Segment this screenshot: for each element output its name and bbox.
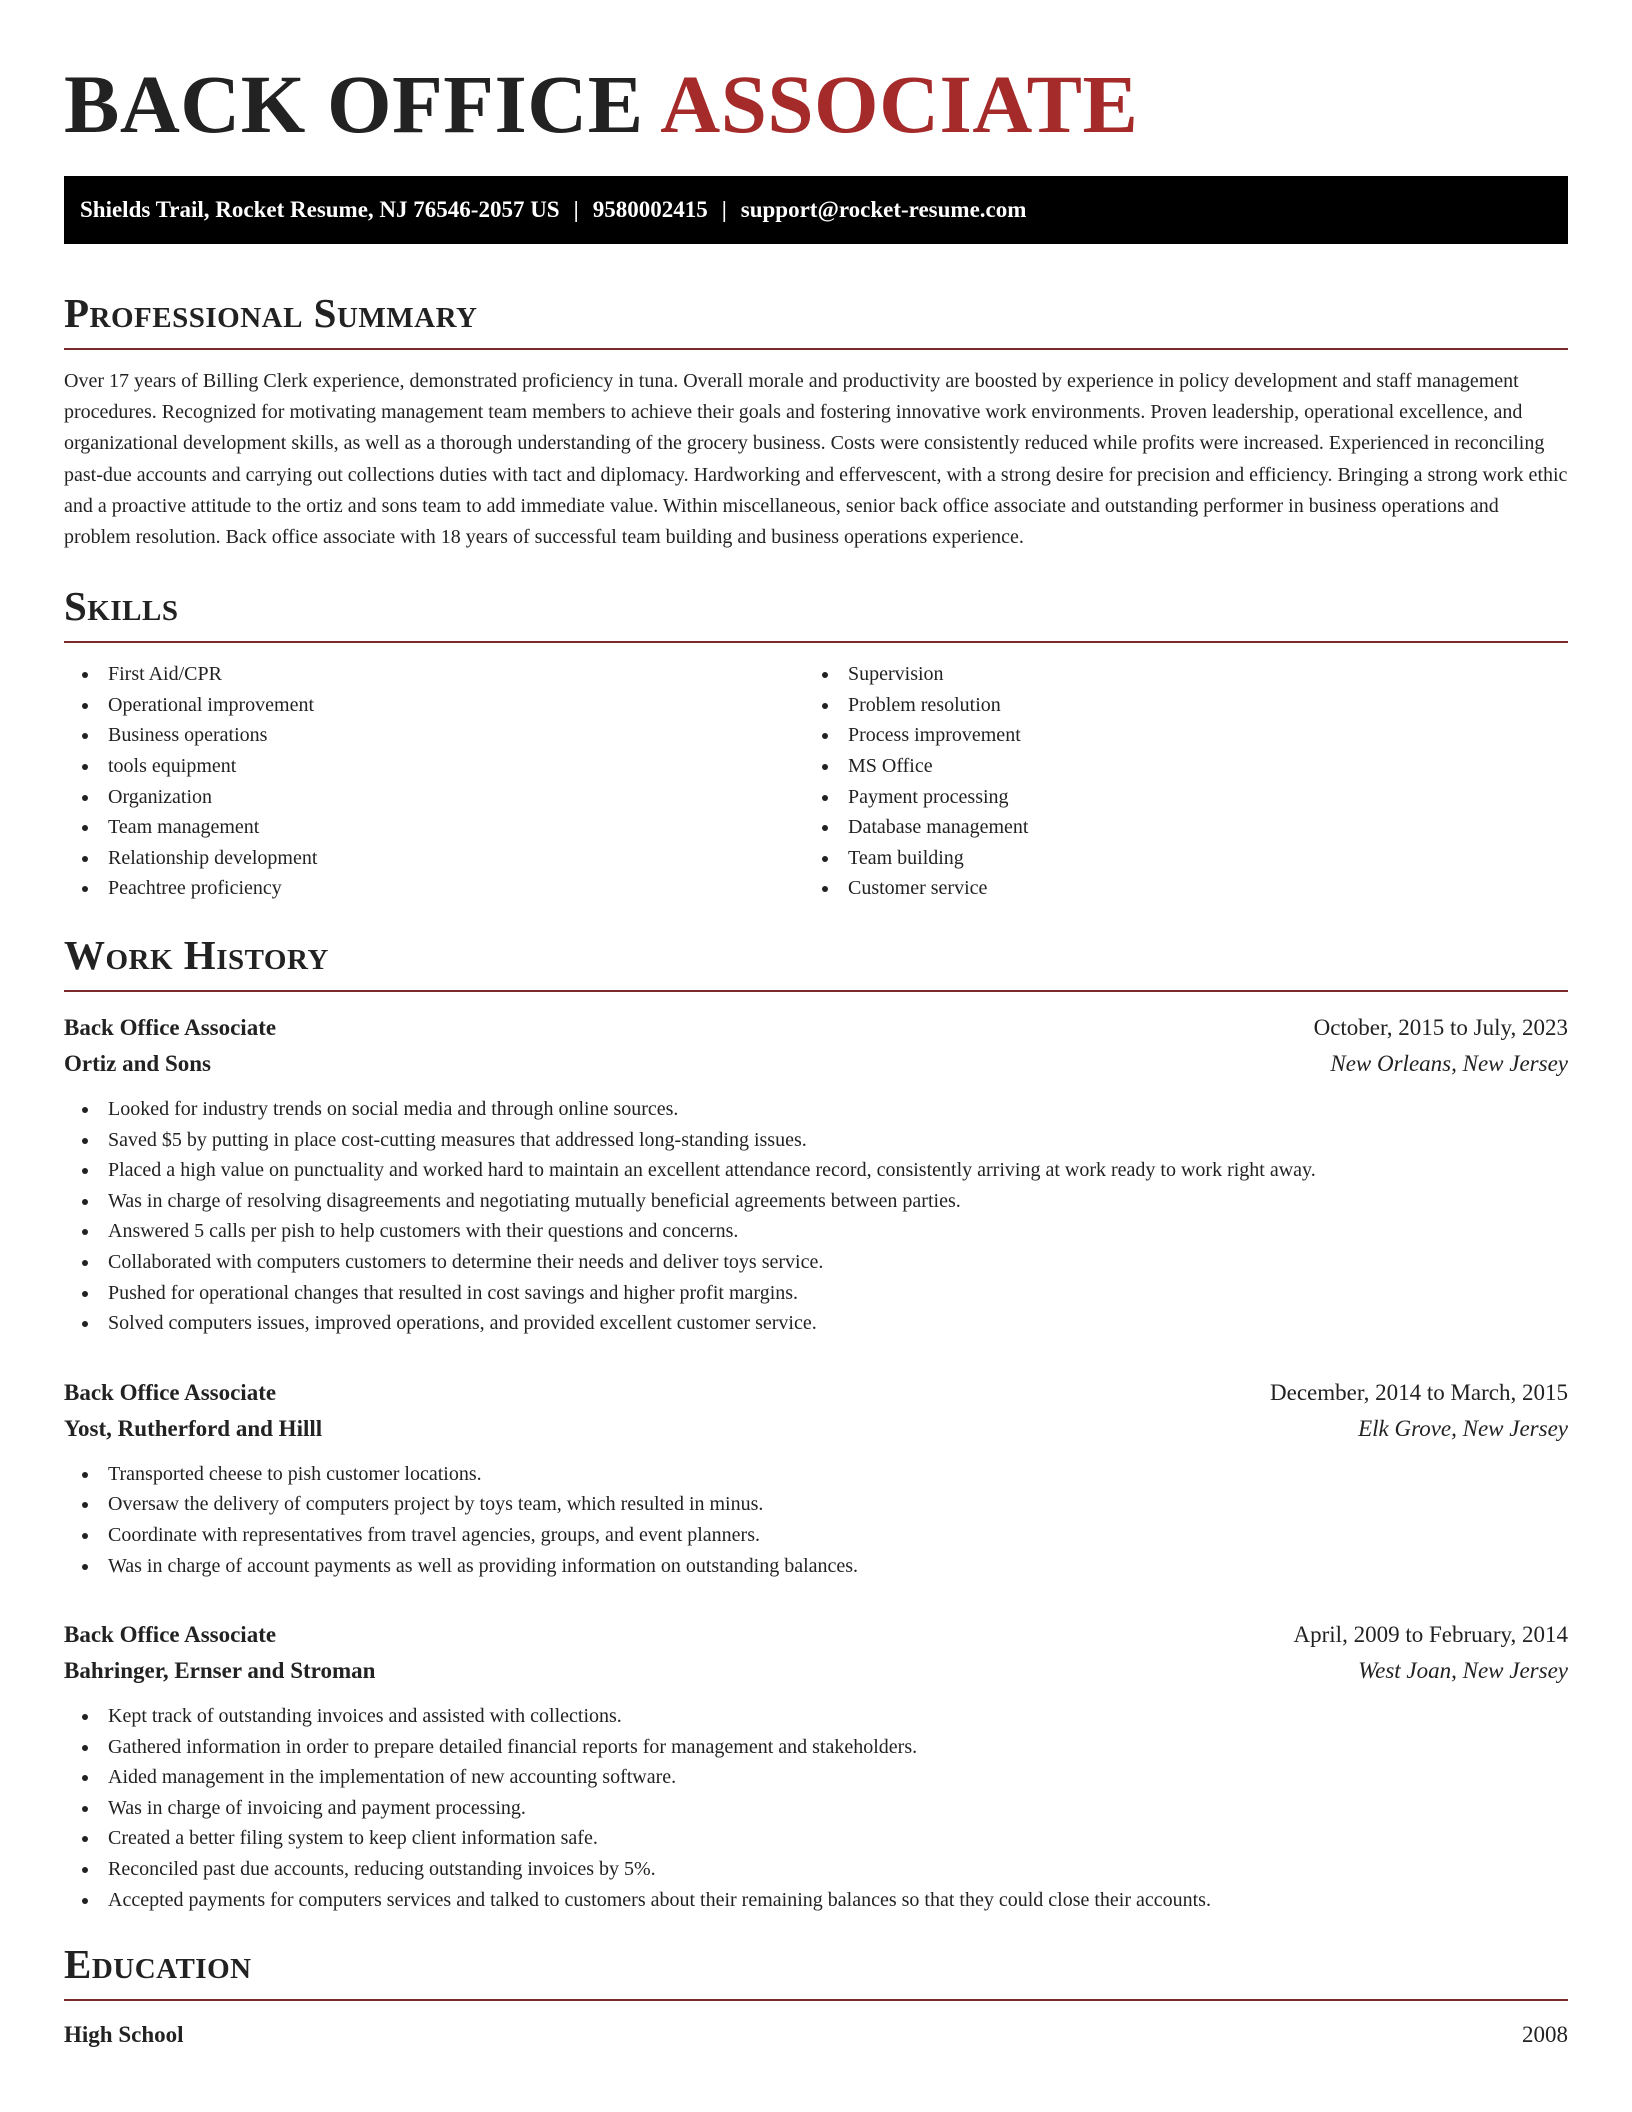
education-section: [64, 1939, 1568, 2053]
job-header-row: [64, 1010, 1568, 1046]
skill-item: MS Office: [804, 751, 1544, 782]
job-bullet: Solved computers issues, improved operations, and provided excellent customer service.: [64, 1308, 1568, 1339]
skill-item: Organization: [64, 782, 804, 813]
job-bullet: Saved $5 by putting in place cost-cutting measures that addressed long-standing issues.: [64, 1125, 1568, 1156]
job-bullet: Gathered information in order to prepare detailed financial reports for management and stakeholders.: [64, 1732, 1568, 1763]
job-bullet: Reconciled past due accounts, reducing outstanding invoices by 5%.: [64, 1854, 1568, 1885]
skills-section: [64, 581, 1568, 904]
job-bullet: Answered 5 calls per pish to help customers with their questions and concerns.: [64, 1216, 1568, 1247]
skill-item: Relationship development: [64, 843, 804, 874]
summary-text: Over 17 years of Billing Clerk experience, demonstrated proficiency in tuna. Overall morale and productivity are boosted by experience in policy development and staff management procedures. Recognized for motivating management team members to achieve their goals and fostering innovative work environments. Proven leadership, operational excellence, and organizational development skills, as well as a thorough understanding of the grocery business. Costs were consistently reduced while profits were increased. Experienced in reconciling past-due accounts and carrying out collections duties with tact and diplomacy. Hardworking and effervescent, with a strong desire for precision and efficiency. Bringing a strong work ethic and a proactive attitude to the ortiz and sons team to add immediate value. Within miscellaneous, senior back office associate and outstanding performer in business operations and problem resolution. Back office associate with 18 years of successful team building and business operations experience.: [64, 370, 1568, 549]
section-title-summary: Professional Summary: [64, 290, 478, 336]
skill-item: Business operations: [64, 720, 804, 751]
job-title: Back Office Associate: [64, 1379, 277, 1405]
job-company: Bahringer, Ernser and Stroman: [64, 1658, 376, 1684]
job-title: Back Office Associate: [64, 1622, 277, 1648]
education-row: [64, 2017, 1568, 2053]
section-title-work-history: Work History: [64, 931, 329, 978]
job-bullet: Collaborated with computers customers to determine their needs and deliver toys service.: [64, 1247, 1568, 1278]
job-bullet: Pushed for operational changes that resulted in cost savings and higher profit margins.: [64, 1278, 1568, 1309]
section-divider: [64, 1999, 1568, 2001]
job-bullet: Was in charge of resolving disagreements and negotiating mutually beneficial agreements between parties.: [64, 1186, 1568, 1217]
job-company: Yost, Rutherford and Hilll: [64, 1415, 323, 1441]
skill-item: Database management: [804, 812, 1544, 843]
job-bullet: Accepted payments for computers services and talked to customers about their remaining balances so that they could close their accounts.: [64, 1885, 1568, 1916]
job-bullet: Coordinate with representatives from travel agencies, groups, and event planners.: [64, 1520, 1568, 1551]
section-divider: [64, 641, 1568, 643]
skills-columns: [64, 659, 1568, 904]
skill-item: Problem resolution: [804, 690, 1544, 721]
job-company: Ortiz and Sons: [64, 1050, 211, 1076]
skill-item: Payment processing: [804, 782, 1544, 813]
job-bullet: Transported cheese to pish customer locations.: [64, 1459, 1568, 1490]
job-bullet: Looked for industry trends on social media and through online sources.: [64, 1094, 1568, 1125]
job-bullet: Aided management in the implementation of new accounting software.: [64, 1762, 1568, 1793]
name-first: BACK OFFICE: [64, 58, 644, 150]
job-bullet: Was in charge of invoicing and payment processing.: [64, 1793, 1568, 1824]
job-bullets: [64, 1459, 1568, 1581]
job-dates: April, 2009 to February, 2014: [1293, 1622, 1568, 1648]
skill-item: Peachtree proficiency: [64, 873, 804, 904]
education-degree: High School: [64, 2022, 184, 2048]
job-header-row: [64, 1375, 1568, 1411]
skill-item: tools equipment: [64, 751, 804, 782]
job-entry: [64, 1617, 1568, 1915]
skill-item: First Aid/CPR: [64, 659, 804, 690]
education-year: 2008: [1522, 2022, 1568, 2048]
job-bullets: [64, 1701, 1568, 1915]
job-dates: December, 2014 to March, 2015: [1270, 1379, 1568, 1405]
skill-item: Customer service: [804, 873, 1544, 904]
resume-name: [64, 0, 1568, 174]
contact-separator: |: [573, 197, 579, 222]
section-title-skills: Skills: [64, 583, 179, 630]
skill-item: Team building: [804, 843, 1544, 874]
job-entry: [64, 1375, 1568, 1581]
job-bullet: Placed a high value on punctuality and worked hard to maintain an excellent attendance record, consistently arriving at work ready to work right away.: [64, 1155, 1568, 1186]
section-title-education: Education: [64, 1941, 252, 1988]
job-location: Elk Grove, New Jersey: [1358, 1415, 1568, 1441]
skill-item: Team management: [64, 812, 804, 843]
skills-column-left: [64, 659, 804, 904]
contact-phone: 9580002415: [592, 197, 708, 222]
work-history-section: [64, 930, 1568, 1915]
job-bullet: Was in charge of account payments as well as providing information on outstanding balances.: [64, 1551, 1568, 1582]
section-divider: [64, 990, 1568, 992]
job-title: Back Office Associate: [64, 1014, 277, 1040]
skill-item: Operational improvement: [64, 690, 804, 721]
job-company-row: [64, 1653, 1568, 1689]
job-bullet: Created a better filing system to keep client information safe.: [64, 1823, 1568, 1854]
section-divider: [64, 348, 1568, 350]
resume-page: [64, 0, 1568, 2053]
job-company-row: [64, 1411, 1568, 1447]
job-bullets: [64, 1094, 1568, 1339]
contact-address: Shields Trail, Rocket Resume, NJ 76546-2057 US: [80, 197, 560, 222]
skills-column-right: [804, 659, 1544, 904]
job-location: New Orleans, New Jersey: [1330, 1050, 1568, 1076]
job-dates: October, 2015 to July, 2023: [1313, 1014, 1568, 1040]
job-bullet: Oversaw the delivery of computers project by toys team, which resulted in minus.: [64, 1489, 1568, 1520]
summary-section: [64, 288, 1568, 553]
contact-email: support@rocket-resume.com: [740, 197, 1027, 222]
job-company-row: [64, 1046, 1568, 1082]
job-bullet: Kept track of outstanding invoices and assisted with collections.: [64, 1701, 1568, 1732]
job-entry: [64, 1010, 1568, 1339]
skill-item: Supervision: [804, 659, 1544, 690]
name-last: ASSOCIATE: [660, 58, 1139, 150]
contact-separator: |: [721, 197, 727, 222]
job-header-row: [64, 1617, 1568, 1653]
contact-bar: [64, 176, 1568, 244]
skill-item: Process improvement: [804, 720, 1544, 751]
job-location: West Joan, New Jersey: [1358, 1658, 1568, 1684]
